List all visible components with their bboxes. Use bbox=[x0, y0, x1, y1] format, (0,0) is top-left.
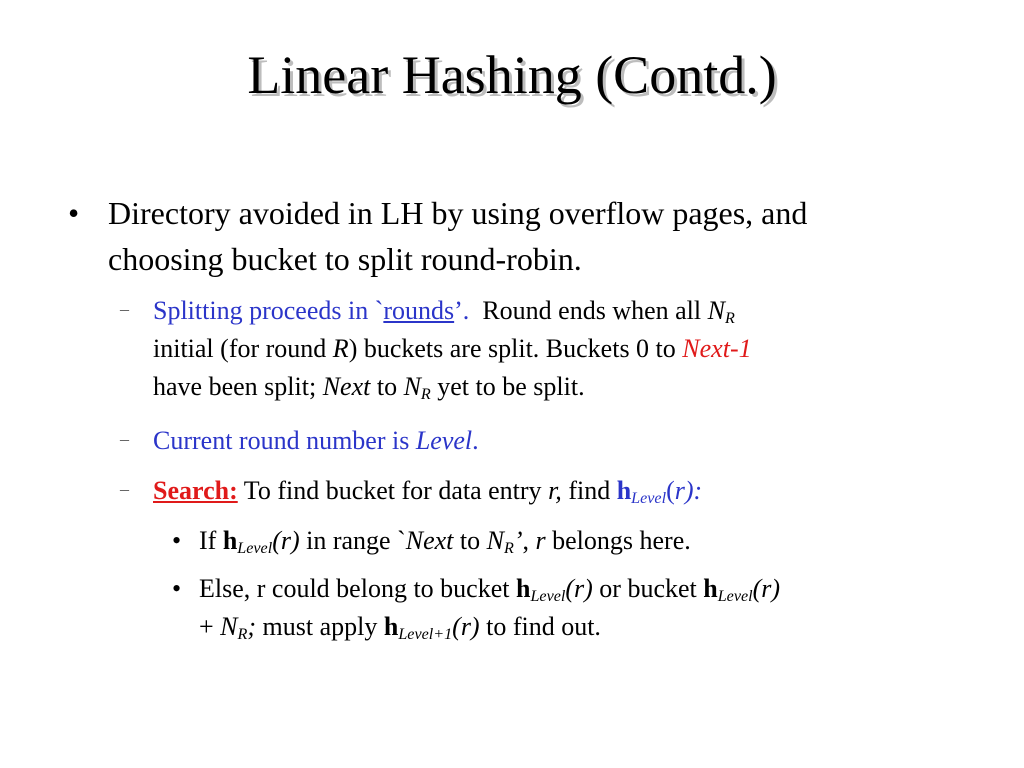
bullet-icon: • bbox=[68, 195, 80, 231]
splitting-line-1: Splitting proceeds in `rounds’. Round ends when all $N_R$ bbox=[153, 296, 735, 328]
bullet-line-2: choosing bucket to split round-robin. bbox=[108, 241, 582, 277]
splitting-line-2: initial (for round R) buckets are split. Buckets 0 to Next-1 bbox=[153, 334, 752, 363]
sub-sub-bullet-else: • Else, r could belong to bucket $h_{Level}(r)$ or bucket $h_{Level}(r)$ + $N_R$; must apply $h_{Level+1}(r)$ to find out. bbox=[199, 570, 989, 646]
bullet-icon: • bbox=[172, 574, 182, 603]
bullet-line-1: Directory avoided in LH by using overflow pages, and bbox=[108, 195, 808, 231]
dash-icon: – bbox=[120, 479, 129, 499]
slide-title: Linear Hashing (Contd.) bbox=[247, 45, 777, 105]
dash-icon: – bbox=[120, 429, 129, 449]
sub-bullet-splitting bbox=[120, 292, 983, 406]
sub-sub-bullet-if: • If $h_{Level}(r)$ in range `Next to $N_R$’, r belongs here. bbox=[199, 522, 989, 560]
bullet-directory bbox=[68, 190, 988, 282]
next-minus-one: Next-1 bbox=[682, 334, 752, 363]
sub-bullet-search: – Search: To find bucket for data entry r, find $h_{Level}(r)$: bbox=[153, 472, 983, 510]
splitting-line-3: have been split; Next to $N_R$ yet to be split. bbox=[153, 372, 585, 404]
sub-bullet-level: – Current round number is Level. bbox=[153, 422, 983, 460]
bullet-icon: • bbox=[172, 526, 182, 555]
search-label: Search: bbox=[153, 476, 238, 505]
rounds-term: rounds bbox=[383, 296, 455, 325]
dash-icon: – bbox=[120, 299, 129, 319]
